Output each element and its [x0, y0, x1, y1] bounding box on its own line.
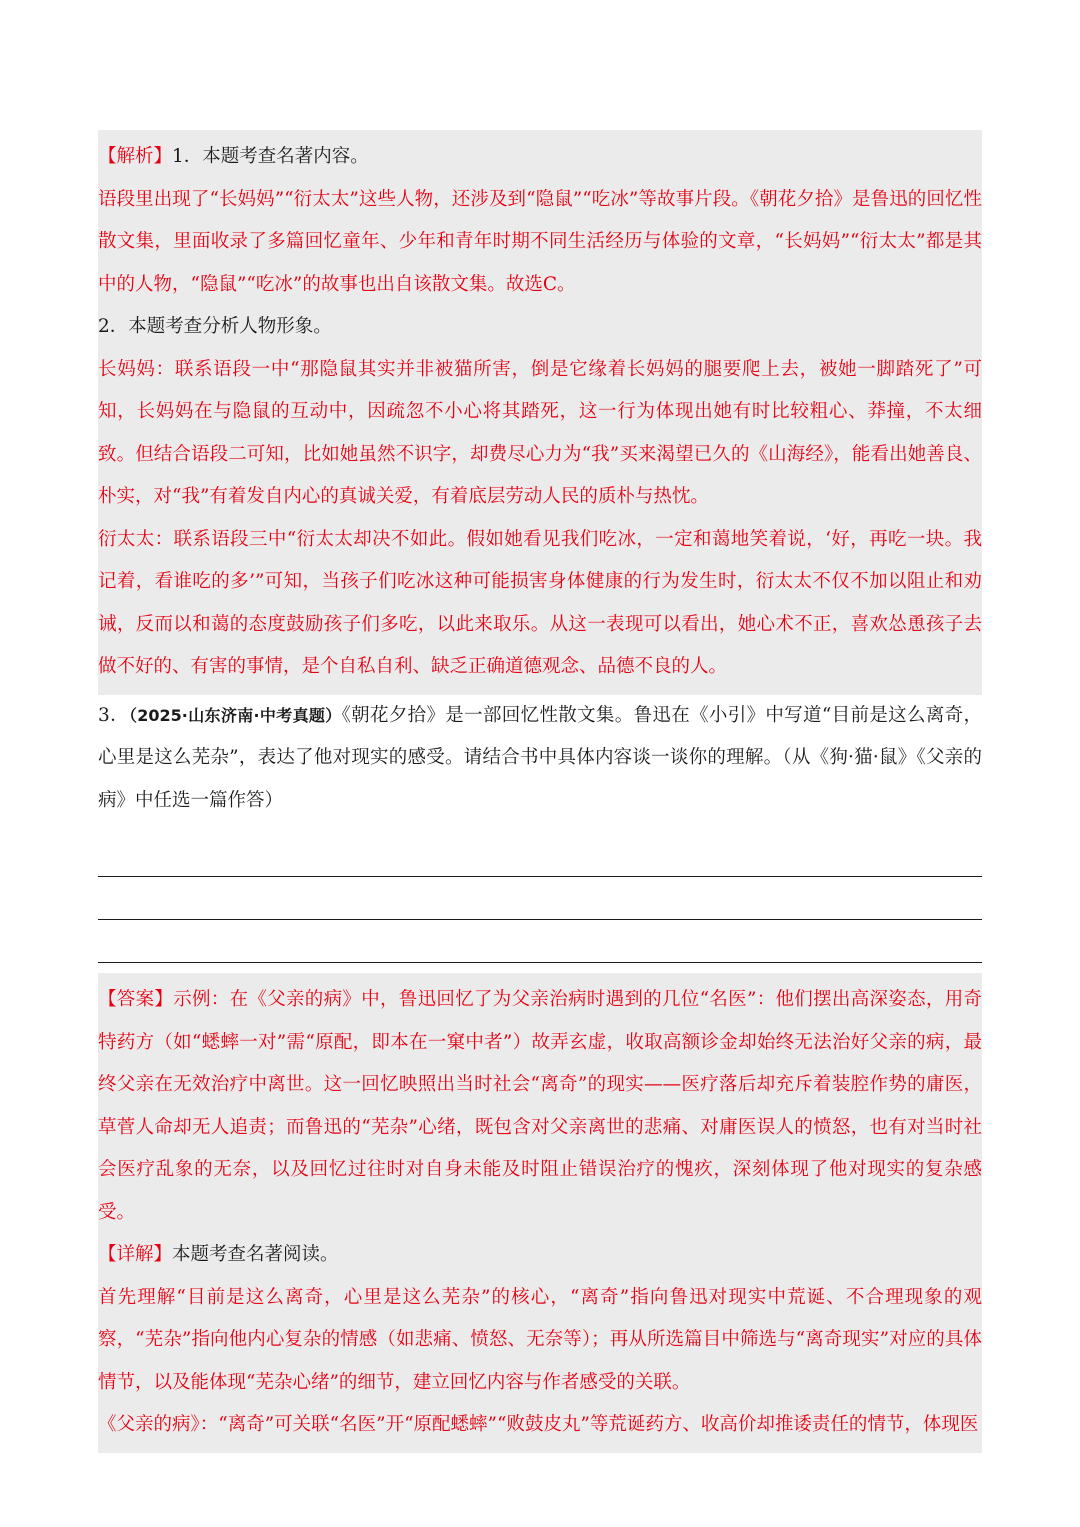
question-number: 3． [98, 704, 129, 726]
analysis-paragraph-1: 语段里出现了“长妈妈”“衍太太”这些人物，还涉及到“隐鼠”“吃冰”等故事片段。《朝花夕拾》是鲁迅的回忆性散文集，里面收录了多篇回忆童年、少年和青年时期不同生活经历与体验的文章，“长妈妈”“衍太太”都是其中的人物，“隐鼠”“吃冰”的故事也出自该散文集。故选C。 [98, 188, 982, 295]
question-text-line [98, 695, 982, 823]
analysis-intro-line [98, 136, 982, 179]
analysis-paragraph-3: 衍太太：联系语段三中“衍太太却决不如此。假如她看见我们吃冰，一定和蔼地笑着说，‘好，再吃一块。我记着，看谁吃的多’”可知，当孩子们吃冰这种可能损害身体健康的行为发生时，衍太太不仅不加以阻止和劝诫，反而以和蔼的态度鼓励孩子们多吃，以此来取乐。从这一表现可以看出，她心术不正，喜欢怂恿孩子去做不好的、有害的事情，是个自私自利、缺乏正确道德观念、品德不良的人。 [98, 528, 982, 677]
analysis-tag: 【解析】 [98, 146, 173, 167]
detail-paragraph-1: 首先理解“目前是这么离奇，心里是这么芜杂”的核心，“离奇”指向鲁迅对现实中荒诞、不合理现象的观察，“芜杂”指向他内心复杂的情感（如悲痛、愤怒、无奈等）；再从所选篇目中筛选与“离奇现实”对应的具体情节，以及能体现“芜杂心绪”的细节，建立回忆内容与作者感受的关联。 [98, 1286, 982, 1393]
document-page [98, 130, 982, 1453]
detail-tag: 【详解】 [98, 1244, 173, 1265]
answer-blank-line[interactable] [98, 834, 982, 877]
analysis-intro: 1．本题考查名著内容。 [172, 146, 369, 167]
detail-intro: 本题考查名著阅读。 [172, 1244, 339, 1265]
answer-blank-line[interactable] [98, 877, 982, 920]
detail-intro-line [98, 1234, 982, 1277]
question-text: 《朝花夕拾》是一部回忆性散文集。鲁迅在《小引》中写道“目前是这么离奇，心里是这么芜杂”，表达了他对现实的感受。请结合书中具体内容谈一谈你的理解。（从《狗·猫·鼠》《父亲的病》中任选一篇作答） [98, 704, 982, 811]
analysis-question-2: 2．本题考查分析人物形象。 [98, 316, 332, 337]
analysis-section [98, 130, 982, 695]
detail-paragraph-2: 《父亲的病》：“离奇”可关联“名医”开“原配蟋蟀”“败鼓皮丸”等荒诞药方、收高价却推诿责任的情节，体现医 [98, 1414, 979, 1435]
answer-blank-lines [98, 834, 982, 963]
answer-blank-line[interactable] [98, 920, 982, 963]
analysis-paragraph-2: 长妈妈：联系语段一中“那隐鼠其实并非被猫所害，倒是它缘着长妈妈的腿要爬上去，被她一脚踏死了”可知，长妈妈在与隐鼠的互动中，因疏忽不小心将其踏死，这一行为体现出她有时比较粗心、莽撞，不太细致。但结合语段二可知，比如她虽然不识字，却费尽心力为“我”买来渴望已久的《山海经》，能看出她善良、朴实，对“我”有着发自内心的真诚关爱，有着底层劳动人民的质朴与热忱。 [98, 358, 982, 507]
question-3 [98, 695, 982, 823]
answer-section [98, 973, 982, 1453]
answer-tag: 【答案】 [98, 989, 174, 1010]
answer-text: 示例：在《父亲的病》中，鲁迅回忆了为父亲治病时遇到的几位“名医”：他们摆出高深姿态，用奇特药方（如“蟋蟀一对”需“原配，即本在一窠中者”）故弄玄虚，收取高额诊金却始终无法治好父亲的病，最终父亲在无效治疗中离世。这一回忆映照出当时社会“离奇”的现实——医疗落后却充斥着装腔作势的庸医，草菅人命却无人追责；而鲁迅的“芜杂”心绪，既包含对父亲离世的悲痛、对庸医误人的愤怒，也有对当时社会医疗乱象的无奈，以及回忆过往时对自身未能及时阻止错误治疗的愧疚，深刻体现了他对现实的复杂感受。 [98, 989, 982, 1223]
question-source: （2025·山东济南·中考真题） [128, 705, 342, 725]
answer-paragraph [98, 979, 982, 1234]
